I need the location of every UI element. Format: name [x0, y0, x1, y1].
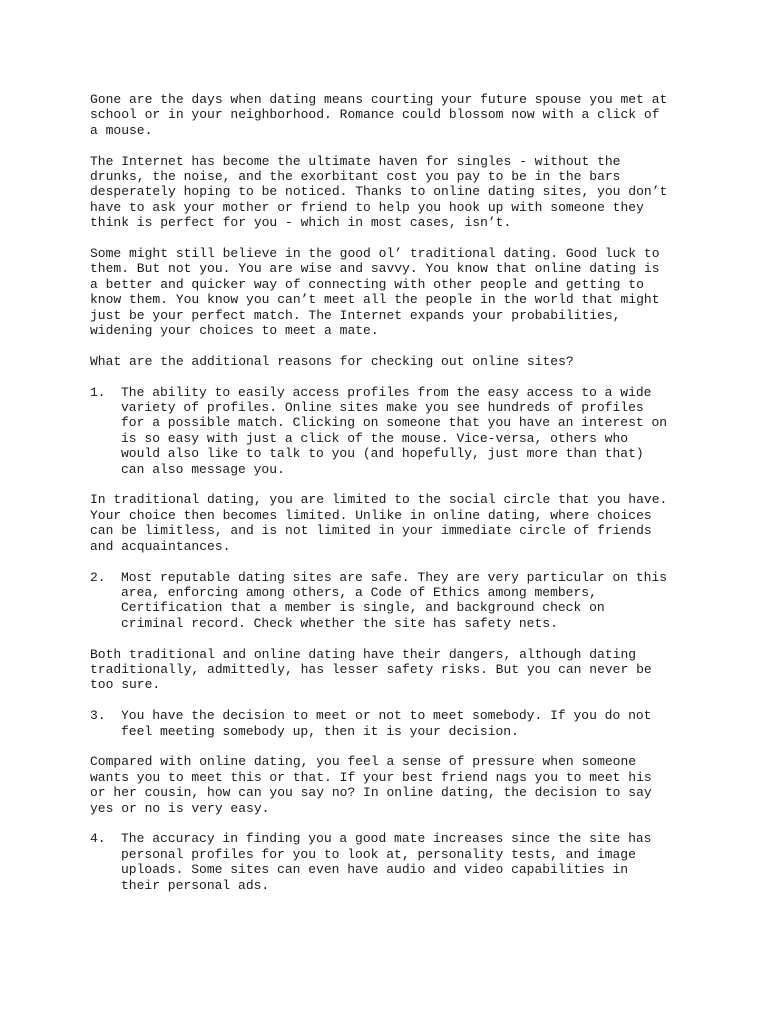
paragraph-intro: Gone are the days when dating means courting your future spouse you met at school or in your neighborhood. Romance could blossom now with a click of a mouse. [90, 92, 668, 138]
list-number: 1. [90, 384, 106, 400]
list-item-text: The accuracy in finding you a good mate increases since the site has personal profiles for you to look at, personality tests, and image uploads. Some sites can even have audio and video capabilities in their personal ads. [121, 831, 652, 893]
paragraph-social-circle: In traditional dating, you are limited to the social circle that you have. Your choice then becomes limited. Unlike in online dating, where choices can be limitless, and is not limited in your immediate circle of friends and acquaintances. [90, 492, 668, 554]
list-number: 4. [90, 831, 106, 847]
paragraph-pressure: Compared with online dating, you feel a sense of pressure when someone wants you to meet this or that. If your best friend nags you to meet his or her cousin, how can you say no? In online dating, the decision to say yes or no is very easy. [90, 754, 652, 816]
list-item-text: Most reputable dating sites are safe. They are very particular on this area, enforcing among others, a Code of Ethics among members, Certification that a member is single, and background check on criminal record. Check whether the site has safety nets. [121, 569, 668, 631]
list-item-3 [90, 708, 690, 739]
list-item-2 [90, 570, 690, 632]
document-body [90, 92, 690, 908]
paragraph-traditional-dating: Some might still believe in the good ol’ traditional dating. Good luck to them. But not you. You are wise and savvy. You know that online dating is a better and quicker way of connecting with other people and getting to know them. You know you can’t meet all the people in the world that might just be your perfect match. The Internet expands your probabilities, widening your choices to meet a mate. [90, 246, 660, 339]
list-item-text: You have the decision to meet or not to meet somebody. If you do not feel meeting somebody up, then it is your decision. [121, 708, 652, 739]
paragraph-reasons-question: What are the additional reasons for checking out online sites? [90, 353, 574, 369]
list-item-1 [90, 385, 690, 477]
paragraph-dangers: Both traditional and online dating have their dangers, although dating traditionally, admittedly, has lesser safety risks. But you can never be too sure. [90, 646, 652, 693]
paragraph-internet-haven: The Internet has become the ultimate haven for singles - without the drunks, the noise, and the exorbitant cost you pay to be in the bars desperately hoping to be noticed. Thanks to online dating sites, you don’t have to ask your mother or friend to help you hook up with someone they think is perfect for you - which in most cases, isn’t. [90, 153, 668, 231]
list-item-4 [90, 831, 690, 893]
list-number: 2. [90, 569, 106, 585]
list-item-text: The ability to easily access profiles from the easy access to a wide variety of profiles. Online sites make you see hundreds of profiles for a possible match. Clicking on someone that you have an interest on is so easy with just a click of the mouse. Vice-versa, others who would also like to talk to you (and hopefully, just more than that) can also message you. [121, 384, 668, 477]
list-number: 3. [90, 708, 106, 724]
